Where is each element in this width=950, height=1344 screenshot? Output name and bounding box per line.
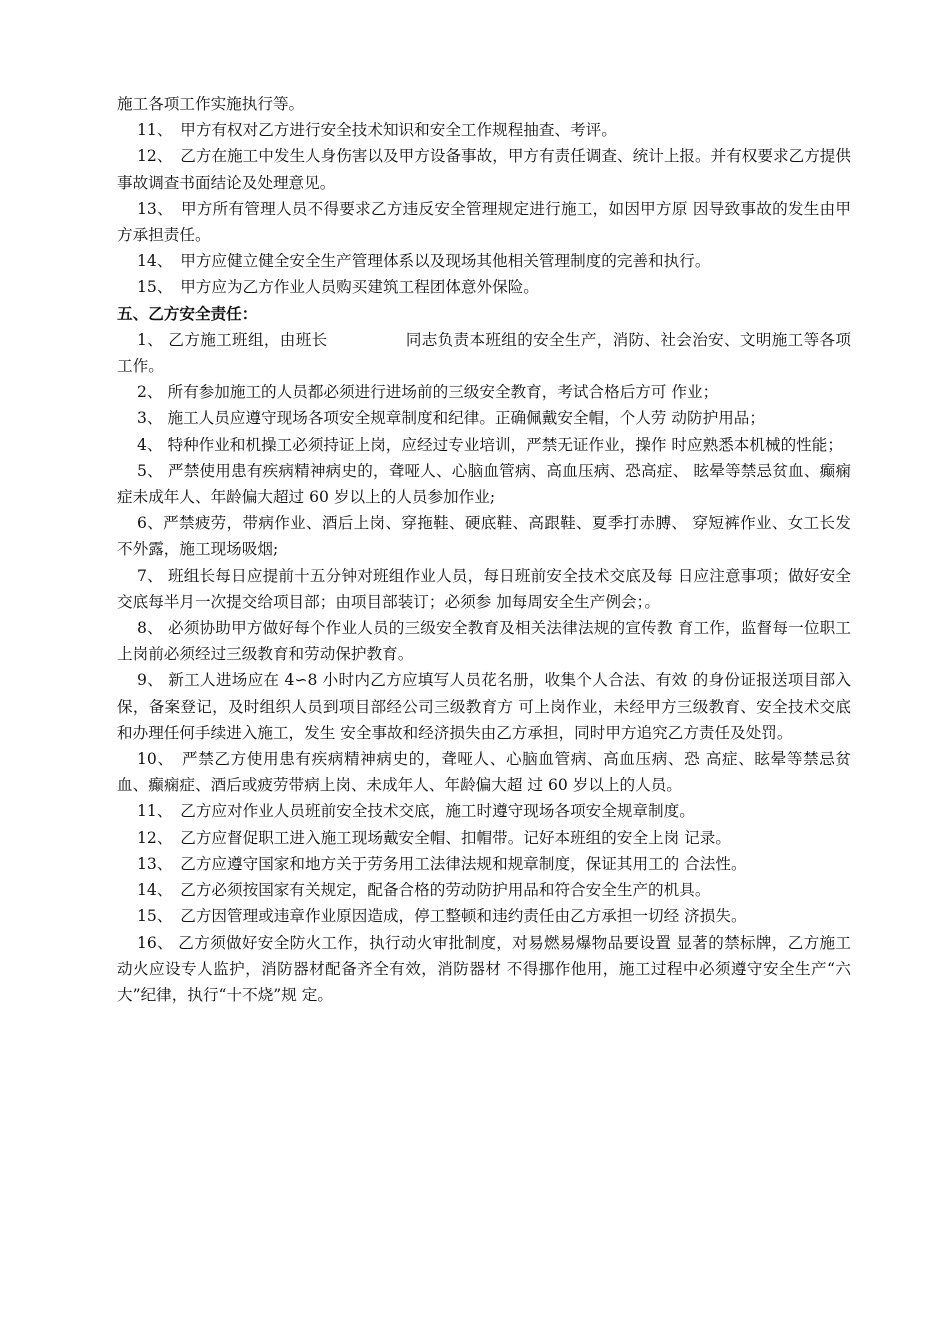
clause-b14: 14、 乙方必须按国家有关规定，配备合格的劳动防护用品和符合安全生产的机具。 [137, 881, 711, 900]
clause-b13: 13、 乙方应遵守国家和地方关于劳务用工法律法规和规章制度，保证其用工的 合法性。 [137, 854, 747, 873]
clause-a14: 14、 甲方应健立健全安全生产管理体系以及现场其他相关管理制度的完善和执行。 [137, 252, 711, 271]
section-heading-party-b: 五、乙方安全责任： [117, 304, 258, 323]
clause-a12: 12、 乙方在施工中发生人身伤害以及甲方设备事故，甲方有责任调查、统计上报。并有权要求乙方提供事故调查书面结论及处理意见。 [117, 147, 851, 192]
clause-b11: 11、 乙方应对作业人员班前安全技术交底，施工时遵守现场各项安全规章制度。 [137, 802, 695, 821]
clause-b16: 16、 乙方须做好安全防火工作，执行动火审批制度，对易燃易爆物品要设置 显著的禁标牌，乙方施工动火应设专人监护，消防器材配备齐全有效，消防器材 不得挪作他用，施工过程中必须遵守安全生产“六大”纪律，执行“十不烧”规 定。 [117, 933, 851, 1004]
clause-b12: 12、 乙方应督促职工进入施工现场戴安全帽、扣帽带。记好本班组的安全上岗 记录。 [137, 828, 731, 847]
clause-b6: 6、严禁疲劳，带病作业、酒后上岗、穿拖鞋、硬底鞋、高跟鞋、夏季打赤膊、 穿短裤作业、女工长发不外露，施工现场吸烟; [117, 514, 851, 559]
clause-b9: 9、 新工人进场应在 4∽8 小时内乙方应填写人员花名册，收集个人合法、有效 的身份证报送项目部入保，备案登记，及时组织人员到项目部经公司三级教育方 可上岗作业，未经甲方三级教育、安全技术交底和办理任何手续进入施工，发生 安全事故和经济损失由乙方承担，同时甲方追究乙方责任及处罚。 [117, 671, 851, 742]
document-page [117, 91, 851, 1008]
clause-b4: 4、 特种作业和机操工必须持证上岗，应经过专业培训，严禁无证作业，操作 时应熟悉本机械的性能； [137, 435, 843, 454]
clause-b15: 15、 乙方因管理或违章作业原因造成，停工整顿和违约责任由乙方承担一切经 济损失。 [137, 907, 747, 926]
clause-a13: 13、 甲方所有管理人员不得要求乙方违反安全管理规定进行施工，如因甲方原 因导致事故的发生由甲方承担责任。 [117, 199, 851, 245]
clause-b1-end: 同志负责本班组的安全生产，消防、社会治安、文明施工等各项工作。 [117, 330, 851, 376]
clause-b3: 3、 施工人员应遵守现场各项安全规章制度和纪律。正确佩戴安全帽，个人劳 动防护用品； [137, 409, 765, 428]
clause-b7: 7、 班组长每日应提前十五分钟对班组作业人员，每日班前安全技术交底及每 日应注意事项；做好安全交底每半月一次提交给项目部；由项目部装订；必须参 加每周安全生产例会；。 [117, 566, 851, 611]
clause-b8: 8、 必须协助甲方做好每个作业人员的三级安全教育及相关法律法规的宣传教 育工作，监督每一位职工上岗前必须经过三级教育和劳动保护教育。 [117, 619, 851, 664]
clause-a15: 15、 甲方应为乙方作业人员购买建筑工程团体意外保险。 [137, 278, 539, 297]
clause-b2: 2、 所有参加施工的人员都必须进行进场前的三级安全教育，考试合格后方可 作业； [137, 383, 719, 402]
paragraph-intro: 施工各项工作实施执行等。 [117, 95, 305, 113]
clause-b5: 5、 严禁使用患有疾病精神病史的，聋哑人、心脑血管病、高血压病、恐高症、 眩晕等禁忌贫血、癫痫症未成年人、年龄偏大超过 60 岁以上的人员参加作业; [117, 461, 851, 507]
clause-b10: 10、 严禁乙方使用患有疾病精神病史的，聋哑人、心脑血管病、高血压病、恐 高症、眩晕等禁忌贫血、癫痫症、酒后或疲劳带病上岗、未成年人、年龄偏大超 过 60 岁以上的人员。 [117, 750, 851, 795]
clause-a11: 11、 甲方有权对乙方进行安全技术知识和安全工作规程抽查、考评。 [137, 121, 617, 140]
clause-b1-start: 1、 乙方施工班组，由班长 [137, 330, 328, 349]
clause-b1 [117, 327, 851, 379]
